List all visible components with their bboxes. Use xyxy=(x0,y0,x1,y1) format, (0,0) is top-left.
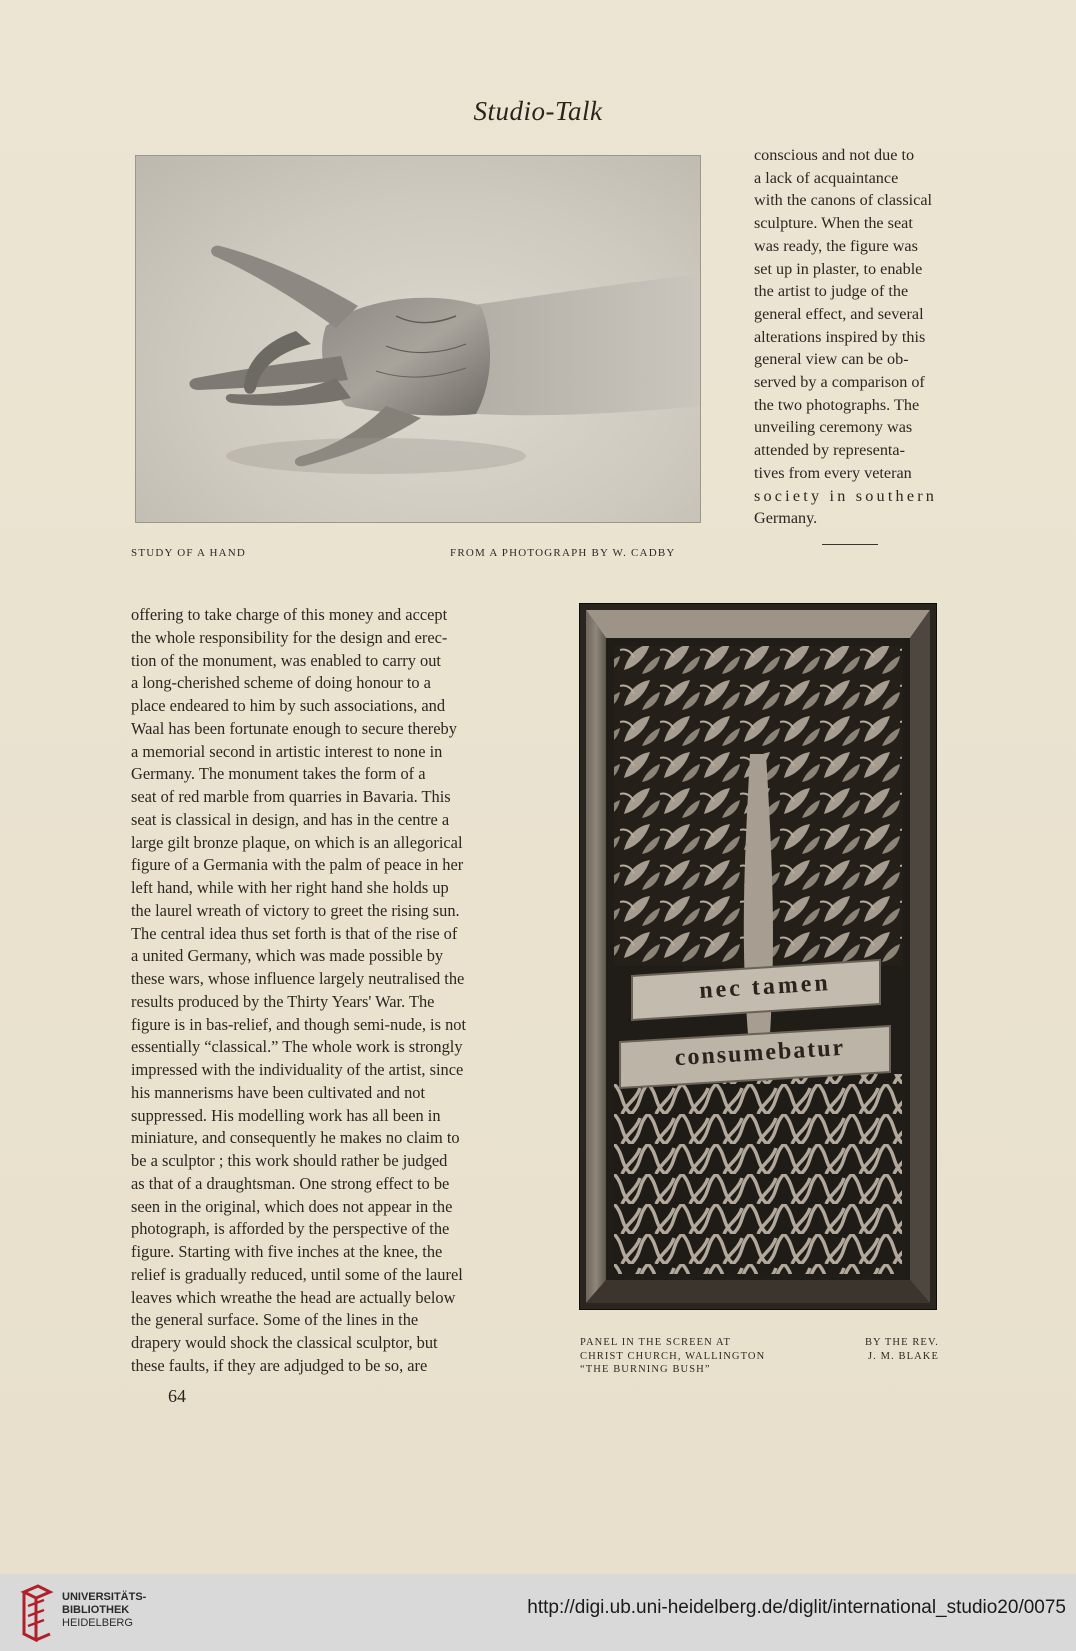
digitization-footer xyxy=(0,1574,1076,1651)
library-name-line: BIBLIOTHEK xyxy=(62,1604,130,1616)
main-line: relief is gradually reduced, until some of the laurel xyxy=(131,1264,463,1284)
section-rule xyxy=(822,544,878,545)
main-line: The central idea thus set forth is that of the rise of xyxy=(131,923,458,943)
side-line: served by a comparison of xyxy=(754,373,925,392)
side-line: alterations inspired by this xyxy=(754,327,926,346)
main-line: the laurel wreath of victory to greet the rising sun. xyxy=(131,900,460,920)
main-line: offering to take charge of this money and accept xyxy=(131,605,448,624)
side-line: unveiling ceremony was xyxy=(754,418,913,437)
main-line: Germany. The monument takes the form of a xyxy=(131,764,426,784)
side-line: general effect, and several xyxy=(754,304,924,323)
side-line: society in southern xyxy=(754,486,938,505)
main-line: figure. Starting with five inches at the knee, the xyxy=(131,1242,443,1261)
library-name-line: HEIDELBERG xyxy=(62,1617,133,1629)
side-column-text xyxy=(754,144,956,530)
main-line: results produced by the Thirty Years' War. The xyxy=(131,991,435,1011)
main-line: be a sculptor ; this work should rather be judged xyxy=(131,1151,448,1170)
main-line: large gilt bronze plaque, on which is an allegorical xyxy=(131,832,463,852)
main-line: seen in the original, which does not appear in the xyxy=(131,1196,453,1216)
main-line: seat is classical in design, and has in the centre a xyxy=(131,809,450,829)
main-line: his mannerisms have been cultivated and not xyxy=(131,1082,426,1102)
main-line: left hand, while with her right hand she holds up xyxy=(131,878,449,897)
side-line: conscious and not due to xyxy=(754,146,915,164)
panel-caption-line: PANEL IN THE SCREEN AT xyxy=(580,1337,731,1348)
carved-panel-photograph xyxy=(579,603,937,1310)
side-line: was ready, the figure was xyxy=(754,236,918,255)
side-line: attended by representa- xyxy=(754,441,906,460)
main-column-text xyxy=(131,604,536,1378)
hand-caption-left: STUDY OF A HAND xyxy=(131,547,247,559)
main-line: place endeared to him by such associations, and xyxy=(131,696,446,715)
main-line: essentially “classical.” The whole work is strongly xyxy=(131,1037,463,1057)
main-line: a long-cherished scheme of doing honour to a xyxy=(131,673,431,693)
banner-bottom-text: consumebatur xyxy=(673,1034,846,1072)
main-line: figure is in bas-relief, and though semi-nude, is not xyxy=(131,1014,467,1034)
panel-caption-line: “THE BURNING BUSH” xyxy=(580,1364,711,1375)
side-line: the artist to judge of the xyxy=(754,282,909,301)
page-number: 64 xyxy=(168,1386,186,1406)
panel-caption-line: J. M. BLAKE xyxy=(867,1350,939,1362)
main-line: impressed with the individuality of the artist, since xyxy=(131,1060,464,1079)
side-line: Germany. xyxy=(754,509,818,528)
main-line: miniature, and consequently he makes no claim to xyxy=(131,1128,460,1148)
side-line: general view can be ob- xyxy=(754,350,909,369)
main-line: a united Germany, which was made possible by xyxy=(131,946,444,966)
main-line: drapery would shock the classical sculptor, but xyxy=(131,1333,438,1352)
main-line: as that of a draughtsman. One strong effect to be xyxy=(131,1173,450,1193)
panel-caption-line: BY THE REV. xyxy=(864,1337,939,1348)
library-logo-icon xyxy=(20,1584,54,1642)
library-name-line: UNIVERSITÄTS- xyxy=(62,1591,147,1603)
side-line: tives from every veteran xyxy=(754,463,912,482)
hand-caption-right: FROM A PHOTOGRAPH BY W. CADBY xyxy=(450,547,676,559)
main-line: these faults, if they are adjudged to be so, are xyxy=(131,1355,428,1375)
banner-top-text: nec tamen xyxy=(698,970,832,1004)
main-line: suppressed. His modelling work has all been in xyxy=(131,1105,441,1125)
library-name xyxy=(62,1591,146,1630)
panel-caption-left xyxy=(580,1336,765,1377)
side-line: set up in plaster, to enable xyxy=(754,259,923,278)
main-line: figure of a Germania with the palm of peace in her xyxy=(131,855,464,875)
main-line: photograph, is afforded by the perspective of the xyxy=(131,1219,450,1239)
main-line: the whole responsibility for the design and erec- xyxy=(131,627,448,647)
main-line: seat of red marble from quarries in Bavaria. This xyxy=(131,787,451,806)
side-line: the two photographs. The xyxy=(754,395,920,414)
panel-caption-line: CHRIST CHURCH, WALLINGTON xyxy=(580,1350,766,1362)
main-line: leaves which wreathe the head are actually below xyxy=(131,1287,456,1307)
source-url-link[interactable]: http://digi.ub.uni-heidelberg.de/diglit/international_studio20/0075 xyxy=(527,1597,1066,1618)
panel-caption-right xyxy=(845,1336,939,1363)
main-line: these wars, whose influence largely neutralised the xyxy=(131,969,465,988)
main-line: the general surface. Some of the lines in the xyxy=(131,1310,419,1330)
main-line: Waal has been fortunate enough to secure thereby xyxy=(131,718,457,738)
running-head: Studio-Talk xyxy=(473,96,603,126)
side-line: sculpture. When the seat xyxy=(754,214,913,233)
side-line: with the canons of classical xyxy=(754,191,933,210)
main-line: a memorial second in artistic interest to none in xyxy=(131,741,443,761)
hand-photograph xyxy=(135,155,701,523)
main-line: tion of the monument, was enabled to carry out xyxy=(131,650,441,670)
side-line: a lack of acquaintance xyxy=(754,168,899,187)
